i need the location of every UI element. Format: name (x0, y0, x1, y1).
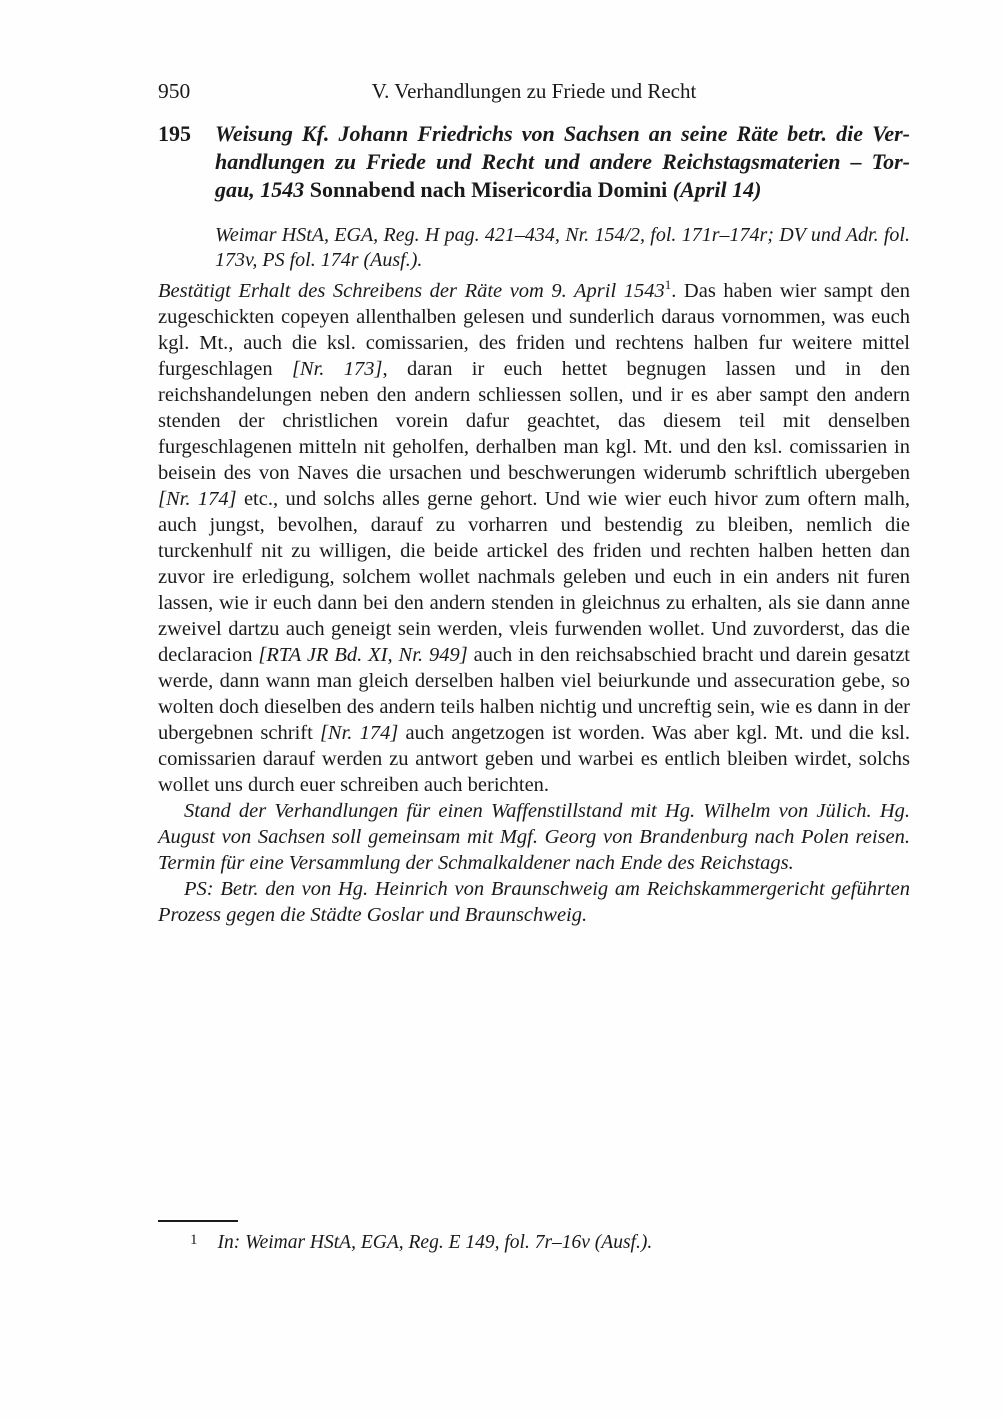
footnote-separator (158, 1220, 238, 1222)
editorial-reference: [Nr. 174] (158, 488, 237, 510)
title-date-italic: (April 14) (672, 177, 762, 202)
title-line-3 (215, 176, 910, 204)
source-citation: Weimar HStA, EGA, Reg. H pag. 421–434, Nr. 154/2, fol. 171r–174r; DV und Adr. fol. 173v, PS fol. 174r (Ausf.). (215, 224, 910, 271)
entry-heading (158, 120, 910, 204)
footnote-ref-marker: 1 (664, 277, 672, 293)
page-header (158, 79, 910, 103)
editorial-reference: [RTA JR Bd. XI, Nr. 949] (258, 644, 468, 666)
title-line-1: Weisung Kf. Johann Friedrichs von Sachsen an seine Räte betr. die Ver- (215, 121, 910, 146)
paragraph-summary: Stand der Verhandlungen für einen Waffenstillstand mit Hg. Wilhelm von Jülich. Hg. August von Sachsen soll gemeinsam mit Mgf. Georg von Brandenburg nach Polen reisen. Termin für eine Versammlung der Schmalkaldener nach Ende des Reichstags. (158, 800, 910, 874)
entry-title (215, 120, 910, 204)
body-segment: etc., und solchs alles gerne gehort. Und wie wier euch hivor zum oftern malh, auch jungst, bevolhen, darauf zu vorharren und bestendig zu bleiben, nemlich die turckenhulf nit zu willigen, die beide artickel des friden und rechten halben hetten dan zuvor ire erledigung, solchem wollet nachmals geleben und euch in ein anders nit furen lassen, wie ir euch dann bei den andern stenden in gleichnus zu erhalten, als sie dann anne zweivel dartzu auch geneigt sein werden, vleis furwenden wollet. Und zuvorderst, das die declaracion (158, 488, 910, 666)
title-date-roman: Sonnabend nach Misericordia Domini (304, 177, 673, 202)
body-segment: auch in den reichsabschied bracht und darein gesatzt werde, dann wann man gleich derselben halben viel beiurkunde und assecuration gebe, so wolten doch dieselben des andern teils halben nichtig und uncreftig sein, wie es dann in der ubergebnen schrift (158, 644, 910, 744)
page-number: 950 (158, 79, 191, 103)
footnote-text: In: Weimar HStA, EGA, Reg. E 149, fol. 7r–16v (Ausf.). (217, 1232, 653, 1253)
running-head: V. Verhandlungen zu Friede und Recht (371, 79, 697, 103)
incipit-regest: Bestätigt Erhalt des Schreibens der Räte vom 9. April 1543 (158, 280, 665, 302)
entry-number: 195 (158, 121, 191, 146)
paragraph-postscript: PS: Betr. den von Hg. Heinrich von Braunschweig am Reichskammergericht geführten Prozess gegen die Städte Goslar und Braunschweig. (158, 878, 910, 926)
body-segment: , daran ir euch hettet begnugen lassen und in den reichshandelungen neben den andern schliessen sollen, und ir es aber sampt den andern stenden der christlichen vorein dafur geachtet, das diesem teil mit denselben furgeschlagenen mitteln nit geholfen, derhalben man kgl. Mt. und den ksl. comissarien in beisein des von Naves die ursachen und beschwerungen widerumb schriftlich ubergeben (158, 358, 910, 484)
body-segment: auch angetzogen ist worden. Was aber kgl. Mt. und die ksl. comissarien darauf werden zu antwort geben und warbei es entlich bleiben wirdet, solchs wollet uns durch euer schreiben auch berichten. (158, 722, 910, 796)
title-line-2: handlungen zu Friede und Recht und andere Reichstagsmaterien – Tor- (215, 149, 910, 174)
title-place-year: gau, 1543 (215, 177, 305, 202)
footnote-section (158, 1220, 910, 1257)
document-body (158, 278, 910, 928)
footnote (158, 1230, 910, 1257)
footnote-number: 1 (190, 1232, 198, 1248)
editorial-reference: [Nr. 173] (291, 358, 383, 380)
body-segment: . Das haben wier sampt den zugeschickten copeyen allenthalben gelesen und sunderlich daraus vornommen, was euch kgl. Mt., auch die ksl. comissarien, des friden und rechtens halben fur weitere mittel furgeschlagen (158, 280, 910, 380)
paragraph-main (158, 278, 910, 798)
editorial-reference: [Nr. 174] (319, 722, 399, 744)
